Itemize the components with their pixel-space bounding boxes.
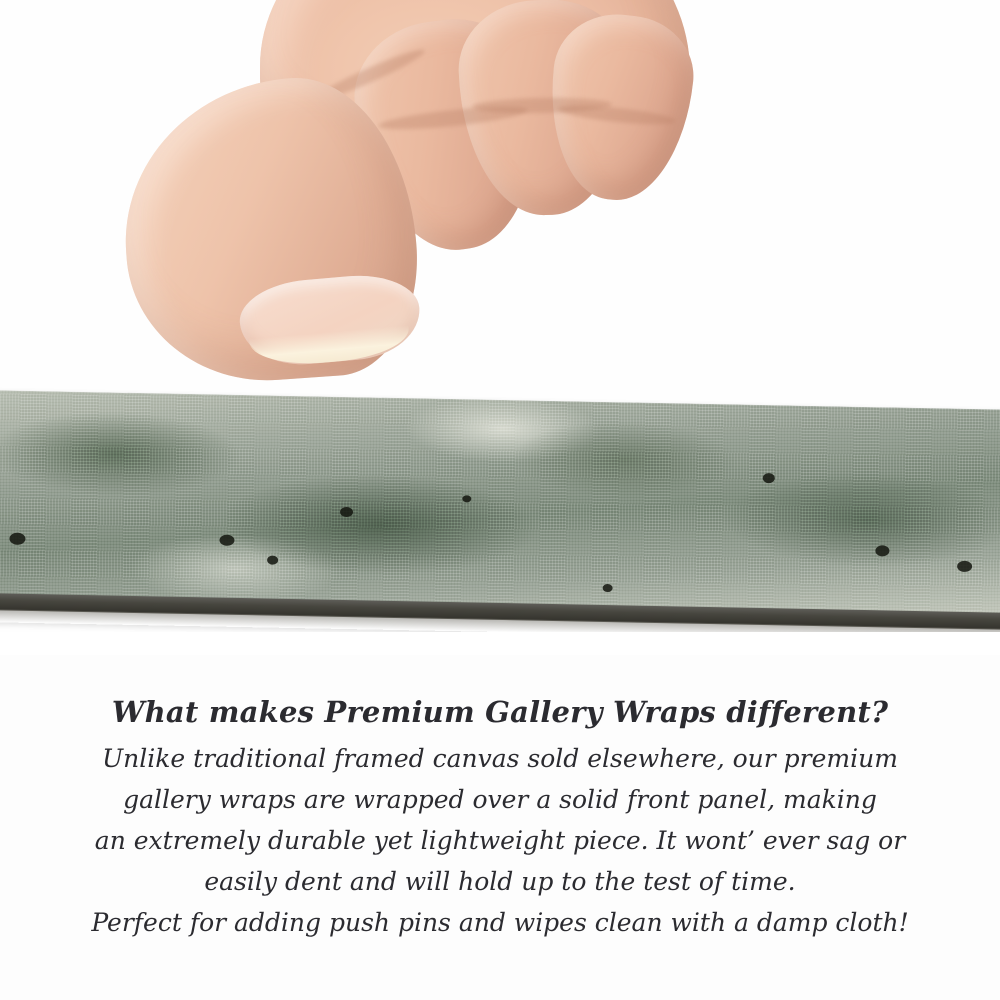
canvas-weave-texture bbox=[0, 390, 1000, 615]
caption-block bbox=[0, 690, 1000, 943]
caption-line: Perfect for adding push pins and wipes clean with a damp cloth! bbox=[91, 908, 909, 937]
caption-body bbox=[0, 738, 1000, 943]
canvas-wrap-edge bbox=[0, 390, 1000, 642]
caption-line: gallery wraps are wrapped over a solid front panel, making bbox=[123, 785, 877, 814]
canvas-speck bbox=[340, 507, 353, 517]
canvas-speck bbox=[603, 584, 613, 592]
canvas-speck bbox=[219, 535, 234, 546]
caption-title: What makes Premium Gallery Wraps different? bbox=[111, 695, 889, 729]
canvas-speck bbox=[267, 556, 278, 565]
caption-line: Unlike traditional framed canvas sold elsewhere, our premium bbox=[102, 744, 898, 773]
canvas-speck bbox=[875, 545, 889, 556]
hand-illustration bbox=[110, 0, 670, 430]
canvas-print-surface bbox=[0, 390, 1000, 615]
caption-line: easily dent and will hold up to the test of time. bbox=[204, 867, 796, 896]
canvas-speck bbox=[957, 561, 972, 572]
canvas-speck bbox=[462, 495, 471, 502]
photo-bottom-fade bbox=[0, 632, 1000, 655]
canvas-speck bbox=[763, 473, 775, 483]
canvas-speck bbox=[9, 533, 25, 545]
caption-line: an extremely durable yet lightweight piece. It wont’ ever sag or bbox=[94, 826, 906, 855]
